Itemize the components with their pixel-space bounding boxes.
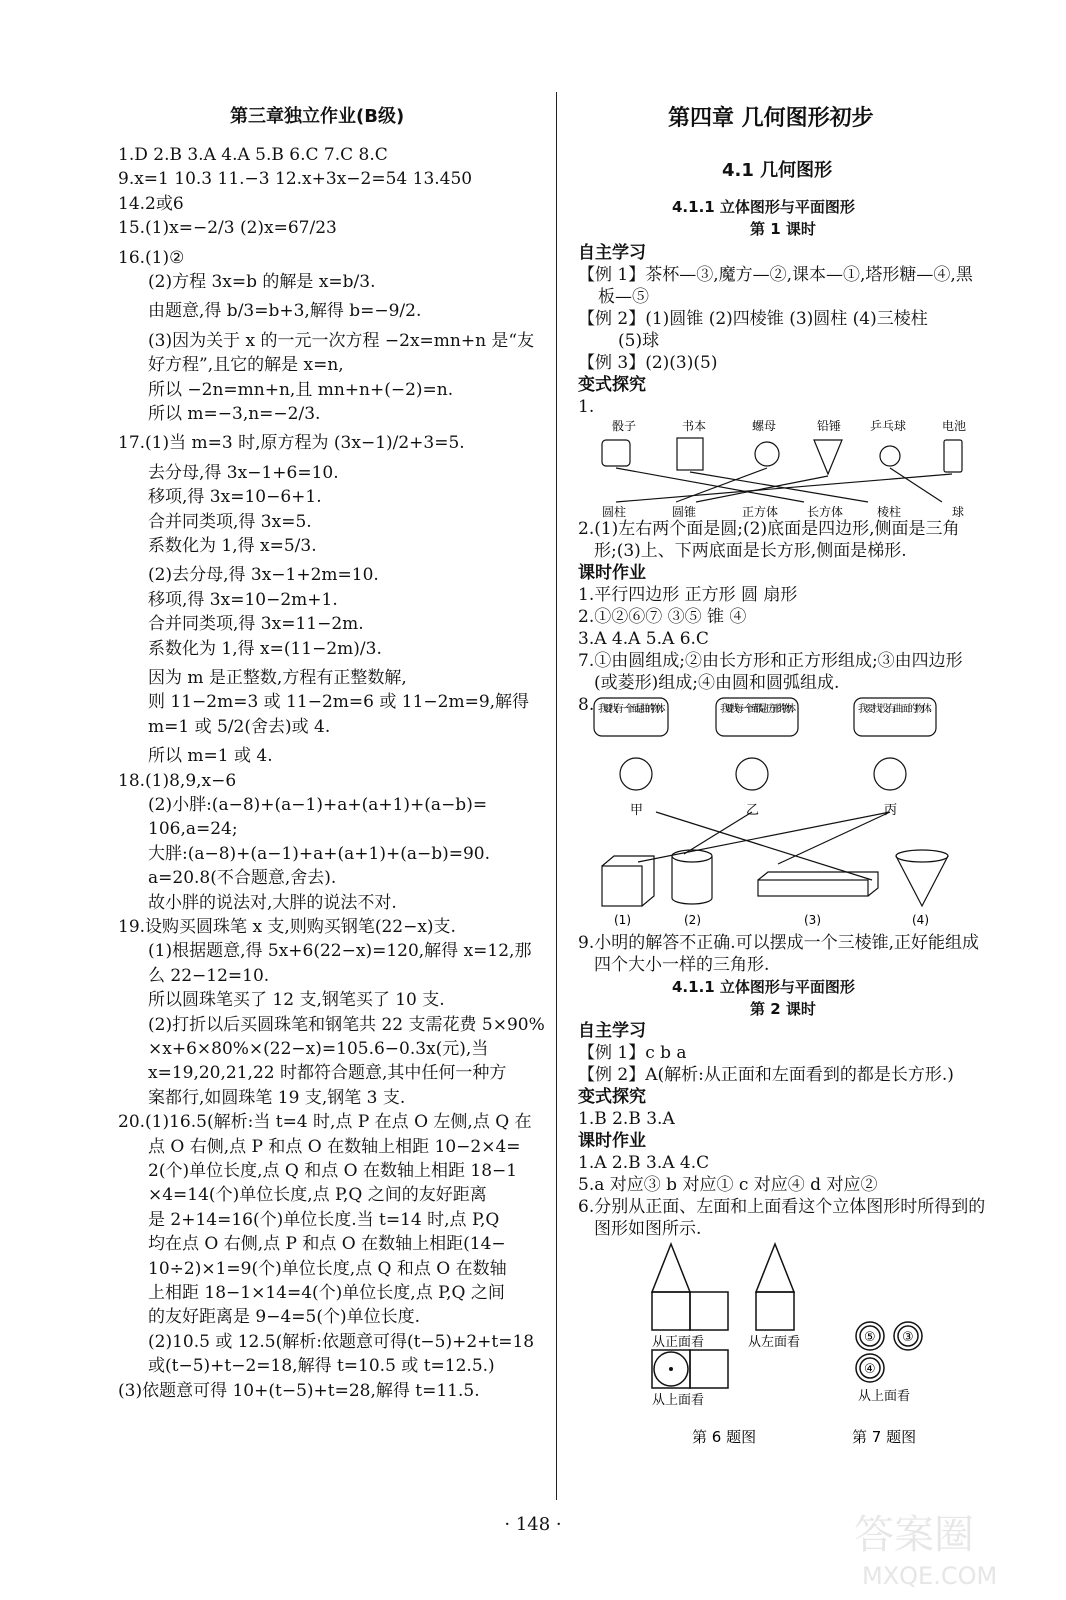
label-dice: 骰子 (612, 419, 637, 433)
left-answer-line: 点 O 右侧,点 P 和点 O 在数轴上相距 10−2×4= (148, 1136, 521, 1157)
left-answer-line: 故小胖的说法对,大胖的说法不对. (148, 892, 397, 913)
example-2-line-a: 【例 2】(1)圆锥 (2)四棱锥 (3)圆柱 (4)三棱柱 (578, 309, 928, 329)
lesson-2-example-2: 【例 2】A(解析:从正面和左面看到的都是长方形.) (578, 1065, 954, 1085)
question-2-line-a: 2.(1)左右两个面是圆;(2)底面是四边形,侧面是三角 (578, 519, 960, 539)
watermark-line-1: 答案圈 (854, 1512, 974, 1558)
left-answer-line: 所以 m=−3,n=−2/3. (148, 404, 321, 424)
kid-yi-face (736, 758, 768, 790)
self-study-heading: 自主学习 (578, 243, 646, 263)
left-answer-line: 均在点 O 右侧,点 P 和点 O 在数轴上相距(14− (148, 1234, 506, 1255)
figure-6-caption: 第 6 题图 (692, 1428, 757, 1446)
left-answer-line: (2)小胖:(a−8)+(a−1)+a+(a+1)+(a−b)= (148, 795, 488, 815)
label-cube: 正方体 (742, 505, 779, 518)
left-answer-line: (2)10.5 或 12.5(解析:依题意可得(t−5)+2+t=18 (148, 1331, 535, 1352)
page-number: · 148 · (504, 1514, 562, 1535)
subsection-title-2: 4.1.1 立体图形与平面图形 (672, 978, 855, 996)
left-answer-line: x=19,20,21,22 时都符合题意,其中任何一种方 (148, 1063, 507, 1084)
left-answer-line: 是 2+14=16(个)单位长度.当 t=14 时,点 P,Q (148, 1209, 500, 1230)
label-prism: 棱柱 (877, 505, 902, 518)
matching-figure-8 (592, 694, 972, 930)
book-icon (677, 438, 703, 470)
homework-9-line-a: 9.小明的解答不正确.可以摆成一个三棱锥,正好能组成 (578, 933, 980, 953)
left-answer-line: 16.(1)② (118, 247, 185, 268)
left-answer-line: 10÷2)×1=9(个)单位长度,点 Q 和点 O 在数轴 (148, 1258, 507, 1279)
left-answer-line: 移项,得 3x=10−2m+1. (148, 589, 338, 610)
left-answer-line: 9.x=1 10.3 11.−3 12.x+3x−2=54 13.450 (118, 169, 473, 190)
left-answer-line: ×x+6×80%×(22−x)=105.6−0.3x(元),当 (148, 1039, 489, 1059)
section-title: 4.1 几何图形 (722, 160, 833, 181)
label-book: 书本 (682, 419, 707, 433)
kid-yi-label: 乙 (746, 803, 760, 818)
shape-label-1: (1) (614, 913, 631, 927)
left-answer-line: ×4=14(个)单位长度,点 P,Q 之间的友好距离 (148, 1185, 487, 1206)
example-2-line-b: (5)球 (618, 331, 660, 351)
homework-7-line-b: (或菱形)组成;④由圆和圆弧组成. (594, 673, 840, 693)
top-view-label: 从上面看 (652, 1393, 705, 1408)
left-answer-line: (2)方程 3x=b 的解是 x=b/3. (148, 272, 376, 292)
example-1-line-b: 板—⑤ (598, 287, 649, 307)
left-answer-line: 案都行,如圆珠笔 19 支,钢笔 3 支. (148, 1087, 406, 1108)
kid-bing-face (874, 758, 906, 790)
kid-jia-face (620, 758, 652, 790)
front-view-right-square (690, 1292, 728, 1330)
left-answer-line: 移项,得 3x=10−6+1. (148, 487, 322, 508)
bubble-jia-text: 我要找有一个面是曲的物体. (598, 704, 666, 715)
left-answer-line: m=1 或 5/2(舍去)或 4. (148, 716, 331, 737)
shape-labels (602, 504, 964, 518)
object-labels (612, 418, 966, 433)
cone-shape (896, 850, 948, 862)
dice-icon (602, 440, 630, 466)
left-answer-line: 所以圆珠笔买了 12 支,钢笔买了 10 支. (148, 990, 445, 1011)
left-answer-line: 合并同类项,得 3x=11−2m. (148, 614, 364, 635)
front-view-left-square (652, 1292, 690, 1330)
left-answer-line: 所以 −2n=mn+n,且 mn+n+(−2)=n. (148, 379, 454, 400)
kid-bing-label: 丙 (884, 803, 898, 818)
shape-label-4: (4) (912, 913, 929, 927)
front-view-triangle (652, 1244, 690, 1292)
left-answer-line: (1)根据题意,得 5x+6(22−x)=120,解得 x=12,那 (148, 941, 532, 962)
bubble-bing-text: 我要找没有曲面的物体. (858, 704, 932, 715)
label-plumb: 铅锤 (817, 419, 842, 433)
homework-9-line-b: 四个大小一样的三角形. (594, 955, 770, 975)
left-answer-line: (2)去分母,得 3x−1+2m=10. (148, 565, 379, 586)
circle-label-5: ⑤ (864, 1330, 876, 1345)
lesson-2-variant-answers: 1.B 2.B 3.A (578, 1109, 675, 1129)
nut-icon (755, 442, 779, 466)
left-answer-line: (3)依题意可得 10+(t−5)+t=28,解得 t=11.5. (118, 1380, 480, 1401)
left-answer-line: 1.D 2.B 3.A 4.A 5.B 6.C 7.C 8.C (118, 145, 388, 165)
left-answer-line: 17.(1)当 m=3 时,原方程为 (3x−1)/2+3=5. (118, 433, 465, 454)
watermark-line-2: MXQE.COM (862, 1562, 998, 1590)
pingpong-ball-icon (880, 446, 900, 466)
shape-label-3: (3) (804, 913, 821, 927)
subsection-title-1: 4.1.1 立体图形与平面图形 (672, 198, 855, 216)
label-sphere: 球 (952, 505, 965, 518)
view-figures (632, 1240, 1012, 1450)
left-answer-line: (2)打折以后买圆珠笔和钢笔共 22 支需花费 5×90% (148, 1014, 545, 1035)
circle-label-4: ④ (864, 1362, 876, 1377)
lesson-2-homework-6-line-b: 图形如图所示. (594, 1219, 702, 1239)
left-answer-line: 所以 m=1 或 4. (148, 746, 273, 767)
left-view-triangle (756, 1244, 794, 1292)
homework-2: 2.①②⑥⑦ ③⑤ 锥 ④ (578, 607, 747, 627)
left-view-label: 从左面看 (748, 1335, 801, 1350)
circle-label-3: ③ (902, 1330, 914, 1345)
left-answer-line: 大胖:(a−8)+(a−1)+a+(a+1)+(a−b)=90. (148, 843, 491, 864)
left-view-square (756, 1292, 794, 1330)
example-1-line-a: 【例 1】茶杯—③,魔方—②,课本—①,塔形糖—④,黑 (578, 265, 973, 285)
left-answer-line: 么 22−12=10. (148, 965, 270, 986)
bubble-yi-text: 我要找每一个面都是正方形的物体. (720, 704, 797, 715)
figure-7-caption: 第 7 题图 (852, 1428, 917, 1446)
lesson-2-homework-6-line-a: 6.分别从正面、左面和上面看这个立体图形时所得到的 (578, 1197, 986, 1217)
label-pingpong: 乒乓球 (870, 419, 907, 433)
column-divider (556, 92, 557, 1500)
left-title: 第三章独立作业(B级) (230, 106, 405, 127)
top-view-label-7: 从上面看 (858, 1389, 911, 1404)
shape-label-2: (2) (684, 913, 701, 927)
lesson-1-label: 第 1 课时 (750, 220, 816, 238)
left-answer-line: (3)因为关于 x 的一元一次方程 −2x=mn+n 是“友 (148, 330, 535, 351)
left-answer-line: 去分母,得 3x−1+6=10. (148, 462, 339, 483)
left-answer-line: 因为 m 是正整数,方程有正整数解, (148, 668, 407, 688)
variant-heading: 变式探究 (578, 375, 646, 395)
left-answer-line: a=20.8(不合题意,舍去). (148, 868, 337, 889)
homework-8-number: 8. (578, 695, 595, 715)
left-answer-line: 14.2或6 (118, 193, 184, 214)
left-answer-line: 好方程”,且它的解是 x=n, (148, 355, 344, 376)
left-answer-line: 15.(1)x=−2/3 (2)x=67/23 (118, 218, 337, 239)
left-answer-line: 20.(1)16.5(解析:当 t=4 时,点 P 在点 O 左侧,点 Q 在 (118, 1112, 532, 1133)
plumb-bob-icon (814, 440, 842, 474)
homework-heading-2: 课时作业 (578, 1131, 646, 1151)
self-study-heading-2: 自主学习 (578, 1021, 646, 1041)
front-view-label: 从正面看 (652, 1335, 705, 1350)
label-cylinder: 圆柱 (602, 505, 627, 518)
question-1-number: 1. (578, 397, 595, 417)
variant-heading-2: 变式探究 (578, 1087, 646, 1107)
left-answer-line: 系数化为 1,得 x=(11−2m)/3. (148, 638, 382, 659)
example-3: 【例 3】(2)(3)(5) (578, 353, 718, 373)
cube-shape (602, 866, 642, 906)
lesson-2-example-1: 【例 1】c b a (578, 1043, 687, 1063)
kid-jia-label: 甲 (630, 803, 644, 818)
left-answer-line: 18.(1)8,9,x−6 (118, 770, 237, 791)
label-battery: 电池 (942, 419, 967, 433)
homework-7-line-a: 7.①由圆组成;②由长方形和正方形组成;③由四边形 (578, 651, 963, 671)
left-answer-line: 由题意,得 b/3=b+3,解得 b=−9/2. (148, 301, 422, 322)
homework-heading: 课时作业 (578, 563, 646, 583)
left-answer-line: 系数化为 1,得 x=5/3. (148, 536, 317, 556)
lesson-2-homework-1: 1.A 2.B 3.A 4.C (578, 1153, 710, 1173)
left-answer-line: 的友好距离是 9−4=5(个)单位长度. (148, 1307, 421, 1328)
lesson-2-homework-5: 5.a 对应③ b 对应① c 对应④ d 对应② (578, 1175, 878, 1195)
homework-3: 3.A 4.A 5.A 6.C (578, 629, 709, 649)
question-2-line-b: 形;(3)上、下两底面是长方形,侧面是梯形. (594, 541, 907, 561)
battery-icon (944, 440, 962, 472)
left-answer-line: 或(t−5)+t−2=18,解得 t=10.5 或 t=12.5.) (148, 1356, 495, 1377)
top-view-right-square (690, 1350, 728, 1388)
label-cone: 圆锥 (672, 505, 697, 518)
left-answer-line: 2(个)单位长度,点 Q 和点 O 在数轴上相距 18−1 (148, 1161, 518, 1181)
left-answer-line: 则 11−2m=3 或 11−2m=6 或 11−2m=9,解得 (148, 692, 530, 713)
label-nut: 螺母 (752, 419, 777, 433)
left-answer-line: 106,a=24; (148, 819, 238, 840)
homework-1: 1.平行四边形 正方形 圆 扇形 (578, 585, 798, 605)
left-answer-line: 合并同类项,得 3x=5. (148, 511, 312, 532)
left-answer-line: 上相距 18−1×14=4(个)单位长度,点 P,Q 之间 (148, 1283, 505, 1303)
chapter-title: 第四章 几何图形初步 (668, 106, 874, 131)
lesson-2-label: 第 2 课时 (750, 1000, 816, 1018)
label-cuboid: 长方体 (807, 505, 844, 518)
matching-figure-1 (592, 418, 992, 518)
watermark-logo (838, 1500, 1048, 1590)
cuboid-shape (758, 880, 868, 896)
left-answer-line: 19.设购买圆珠笔 x 支,则购买钢笔(22−x)支. (118, 917, 456, 937)
